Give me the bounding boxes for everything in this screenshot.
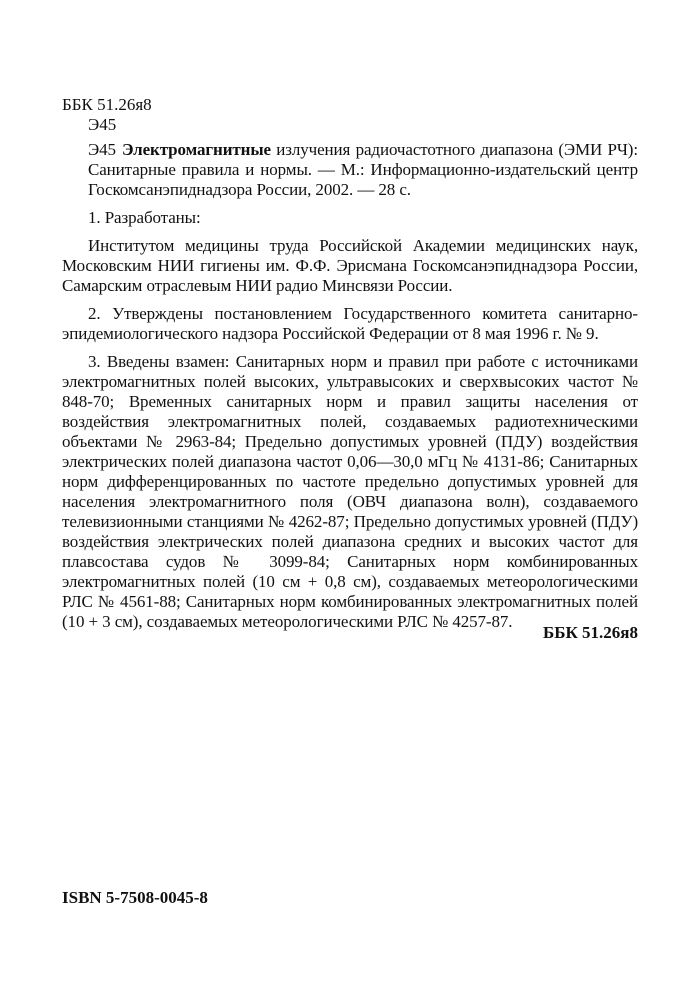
developed-heading: 1. Разработаны: xyxy=(88,208,201,227)
replaced-text: 3. Введены взамен: Санитарных норм и правил при работе с источниками электромагнитных полей высоких, ультравысоких и сверхвысоких частот № 848-70; Временных санитарных норм и правил защиты населения от воздействия электромагнитных полей, создаваемых радиотехническими объектами № 2963-84; Предельно допустимых уровней (ПДУ) воздействия электрических полей диапазона частот 0,06—30,0 мГц № 4131-86; Санитарных норм дифференцированных по частоте предельно допустимых уровней для населения электромагнитного поля (ОВЧ диапазона волн), создаваемого телевизионными станциями № 4262-87; Предельно допустимых уровней (ПДУ) воздействия электрических полей диапазона средних и высоких частот для плавсостава судов № 3099-84; Санитарных норм комбинированных электромагнитных полей (10 см + 0,8 см), создаваемых метеорологическими РЛС № 4561-88; Санитарных норм комбинированных электромагнитных полей (10 + 3 см), создаваемых метеорологическими РЛС № 4257-87. xyxy=(62,352,638,631)
approved-text: 2. Утверждены постановлением Государственного комитета санитарно-эпидемиологического надзора Российской Федерации от 8 мая 1996 г. № 9. xyxy=(62,304,638,343)
entry-text: излучения радиочастотного диапазона (ЭМИ РЧ): Санитарные правила и нормы. — М.: Информационно-издательский центр Госкомсанэпиднадзора России, 2002. — 28 с. xyxy=(88,140,638,199)
bbk-header xyxy=(62,95,152,135)
entry-title-bold: Электромагнитные xyxy=(121,140,271,159)
bibliographic-entry xyxy=(62,140,638,200)
bbk-index: ББК 51.26я8 xyxy=(62,95,152,114)
author-code: Э45 xyxy=(88,115,117,134)
bbk-footer: ББК 51.26я8 xyxy=(542,623,638,642)
isbn: ISBN 5-7508-0045-8 xyxy=(62,888,208,907)
entry-code: Э45 xyxy=(88,140,116,159)
developed-text: Институтом медицины труда Российской Академии медицинских наук, Московским НИИ гигиены им. Ф.Ф. Эрисмана Госкомсанэпиднадзора России, Самарским отраслевым НИИ радио Минсвязи России. xyxy=(62,236,638,295)
main-text xyxy=(62,140,638,632)
